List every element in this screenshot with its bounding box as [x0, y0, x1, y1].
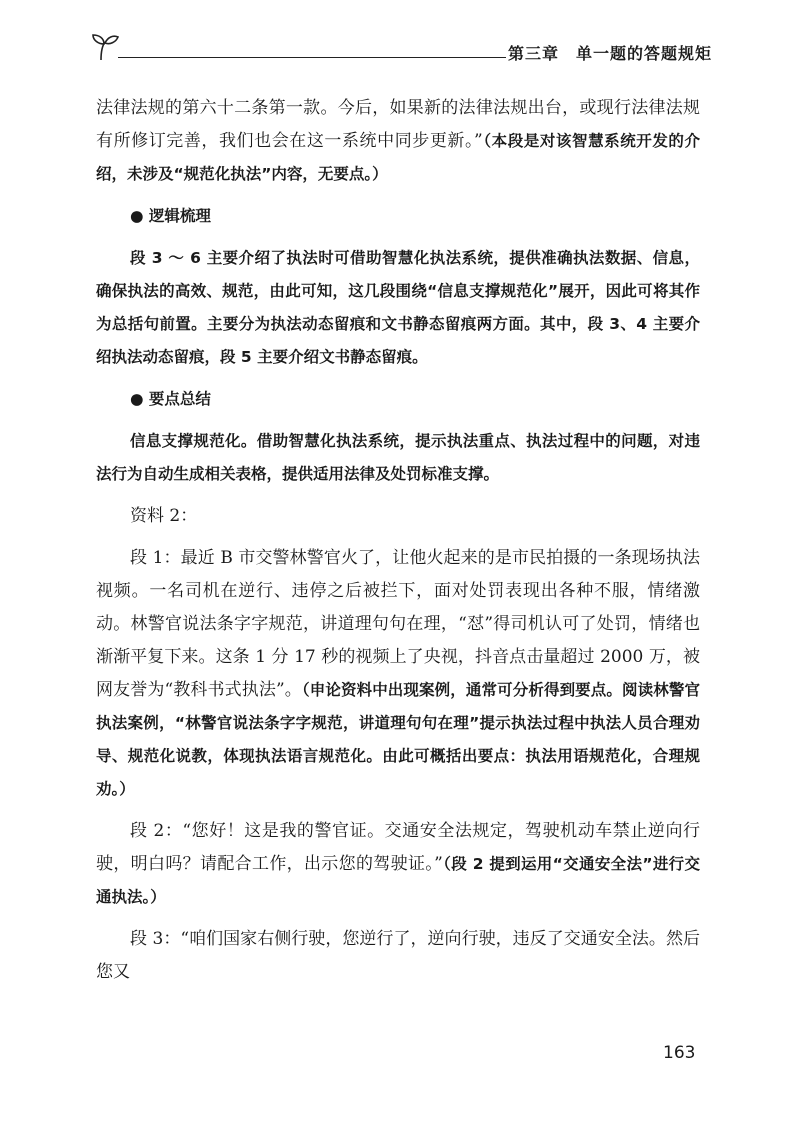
- paragraph-segment-2: [96, 815, 700, 914]
- paragraph-segment-3: 段 3：“咱们国家右侧行驶，您逆行了，逆向行驶，违反了交通安全法。然后您又: [96, 929, 700, 982]
- paragraph-text: 段 2：“您好！这是我的警官证。交通安全法规定，驾驶机动车禁止逆向行驶，明白吗？请配合工作，出示您的驾驶证。”: [96, 821, 700, 874]
- annotation-note: （本段是对该智慧系统开发的介绍，未涉及“规范化执法”内容，无要点。）: [96, 132, 700, 183]
- paragraph-segment-1: [96, 542, 700, 806]
- page-number: 163: [663, 1043, 696, 1063]
- paragraph-continuation: [96, 92, 700, 191]
- section-heading-logic: ● 逻辑梳理: [130, 207, 211, 225]
- page-header: [88, 30, 712, 70]
- paragraph-logic: 段 3 ～ 6 主要介绍了执法时可借助智慧化执法系统，提供准确执法数据、信息，确保执法的高效、规范，由此可知，这几段围绕“信息支撑规范化”展开，因此可将其作为总括句前置。主要分为执法动态留痕和文书静态留痕两方面。其中，段 3、4 主要介绍执法动态留痕，段 5 主要介绍文书静态留痕。: [96, 249, 700, 366]
- paragraph-text: 段 1：最近 B 市交警林警官火了，让他火起来的是市民拍摄的一条现场执法视频。一名司机在逆行、违停之后被拦下，面对处罚表现出各种不服，情绪激动。林警官说法条字字规范，讲道理句句在理，“怼”得司机认可了处罚，情绪也渐渐平复下来。这条 1 分 17 秒的视频上了央视，抖音点击量超过 2000 万，被网友誉为“教科书式执法”。: [96, 548, 700, 700]
- page-content: [96, 92, 700, 998]
- chapter-title: 第三章 单一题的答题规矩: [507, 44, 712, 63]
- header-rule: [118, 57, 506, 58]
- material-label: 资料 2：: [130, 506, 198, 526]
- section-heading-summary: ● 要点总结: [130, 390, 211, 408]
- annotation-note: （段 2 提到运用“交通安全法”进行交通执法。）: [96, 855, 700, 906]
- paragraph-text: 法律法规的第六十二条第一款。今后，如果新的法律法规出台，或现行法律法规有所修订完善，我们也会在这一系统中同步更新。”: [96, 98, 700, 151]
- sprout-icon: [88, 32, 122, 62]
- annotation-note: （申论资料中出现案例，通常可分析得到要点。阅读林警官执法案例，“林警官说法条字字规范，讲道理句句在理”提示执法过程中执法人员合理劝导、规范化说教，体现执法语言规范化。由此可概括出要点：执法用语规范化，合理规劝。）: [96, 681, 700, 798]
- paragraph-summary: 信息支撑规范化。借助智慧化执法系统，提示执法重点、执法过程中的问题，对违法行为自动生成相关表格，提供适用法律及处罚标准支撑。: [96, 432, 700, 483]
